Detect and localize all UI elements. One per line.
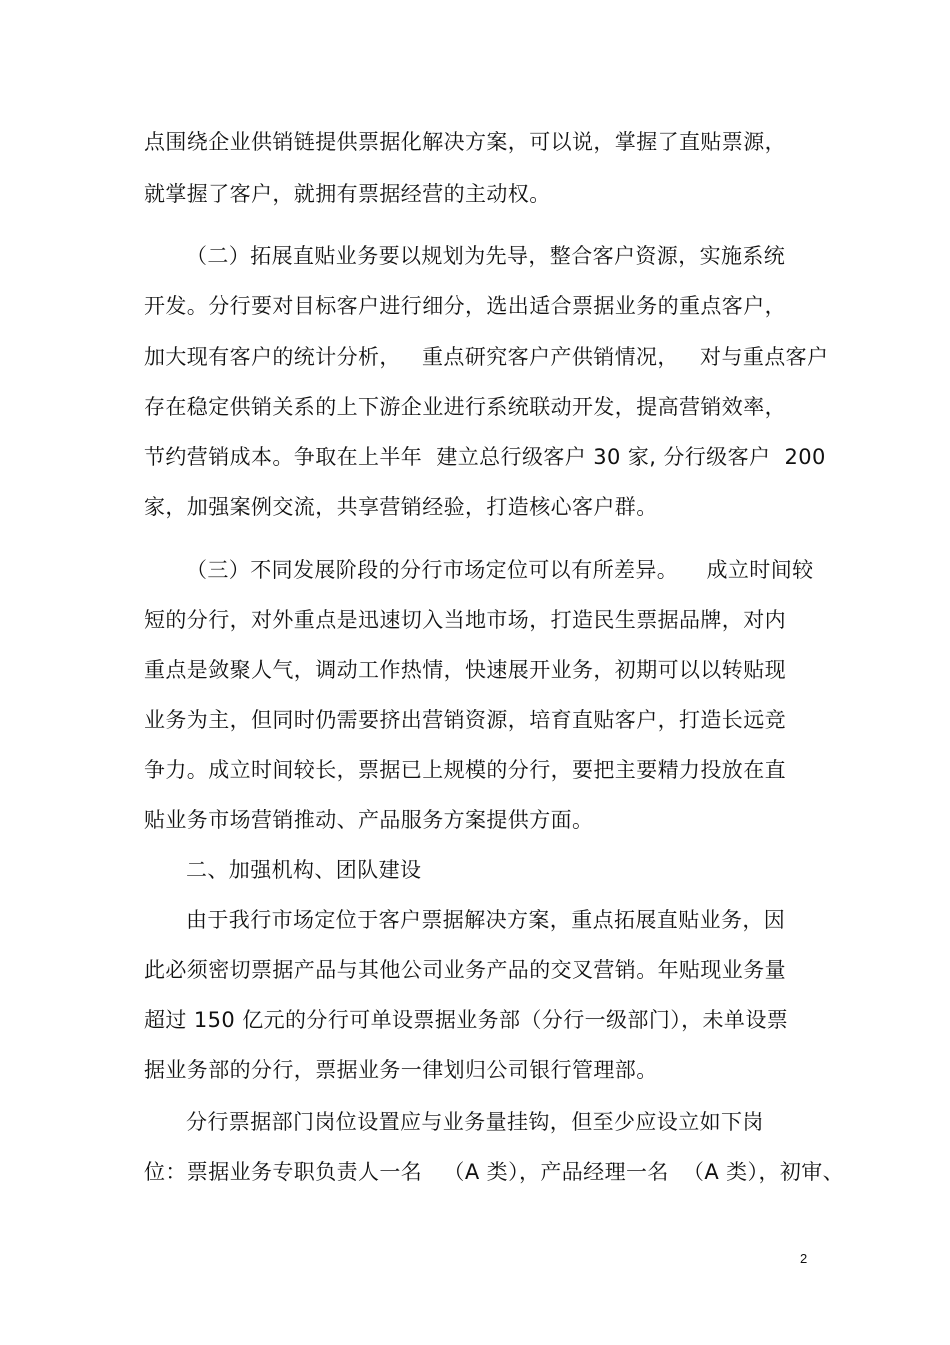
text-line-5: 加大现有客户的统计分析， 重点研究客户产供销情况， 对与重点客户 — [144, 345, 829, 369]
text-line-13: 争力。成立时间较长，票据已上规模的分行，要把主要精力投放在直 — [144, 758, 786, 782]
text-line-17: 此必须密切票据产品与其他公司业务产品的交叉营销。年贴现业务量 — [144, 958, 786, 982]
text-line-18: 超过 150 亿元的分行可单设票据业务部（分行一级部门），未单设票 — [144, 1008, 789, 1032]
text-line-7: 节约营销成本。争取在上半年 建立总行级客户 30 家, 分行级客户 200 — [144, 445, 826, 469]
text-line-9: （三）不同发展阶段的分行市场定位可以有所差异。 成立时间较 — [186, 558, 814, 582]
page-number: 2 — [800, 1251, 808, 1266]
text-line-1: 点围绕企业供销链提供票据化解决方案，可以说，掌握了直贴票源， — [144, 130, 786, 154]
text-line-21: 位：票据业务专职负责人一名 （A 类），产品经理一名 （A 类），初审、 — [144, 1160, 845, 1184]
text-line-12: 业务为主，但同时仍需要挤出营销资源，培育直贴客户，打造长远竞 — [144, 708, 786, 732]
text-line-20: 分行票据部门岗位设置应与业务量挂钩，但至少应设立如下岗 — [186, 1110, 764, 1134]
text-line-2: 就掌握了客户，就拥有票据经营的主动权。 — [144, 182, 551, 206]
section-heading: 二、加强机构、团队建设 — [186, 858, 422, 882]
text-line-6: 存在稳定供销关系的上下游企业进行系统联动开发，提高营销效率， — [144, 395, 786, 419]
text-line-16: 由于我行市场定位于客户票据解决方案，重点拓展直贴业务，因 — [186, 908, 786, 932]
text-line-19: 据业务部的分行，票据业务一律划归公司银行管理部。 — [144, 1058, 658, 1082]
text-line-11: 重点是敛聚人气，调动工作热情，快速展开业务，初期可以以转贴现 — [144, 658, 786, 682]
text-line-4: 开发。分行要对目标客户进行细分，选出适合票据业务的重点客户， — [144, 294, 786, 318]
text-line-8: 家，加强案例交流，共享营销经验，打造核心客户群。 — [144, 495, 658, 519]
text-line-14: 贴业务市场营销推动、产品服务方案提供方面。 — [144, 808, 594, 832]
text-line-3: （二）拓展直贴业务要以规划为先导，整合客户资源，实施系统 — [186, 244, 786, 268]
text-line-10: 短的分行，对外重点是迅速切入当地市场，打造民生票据品牌，对内 — [144, 608, 786, 632]
